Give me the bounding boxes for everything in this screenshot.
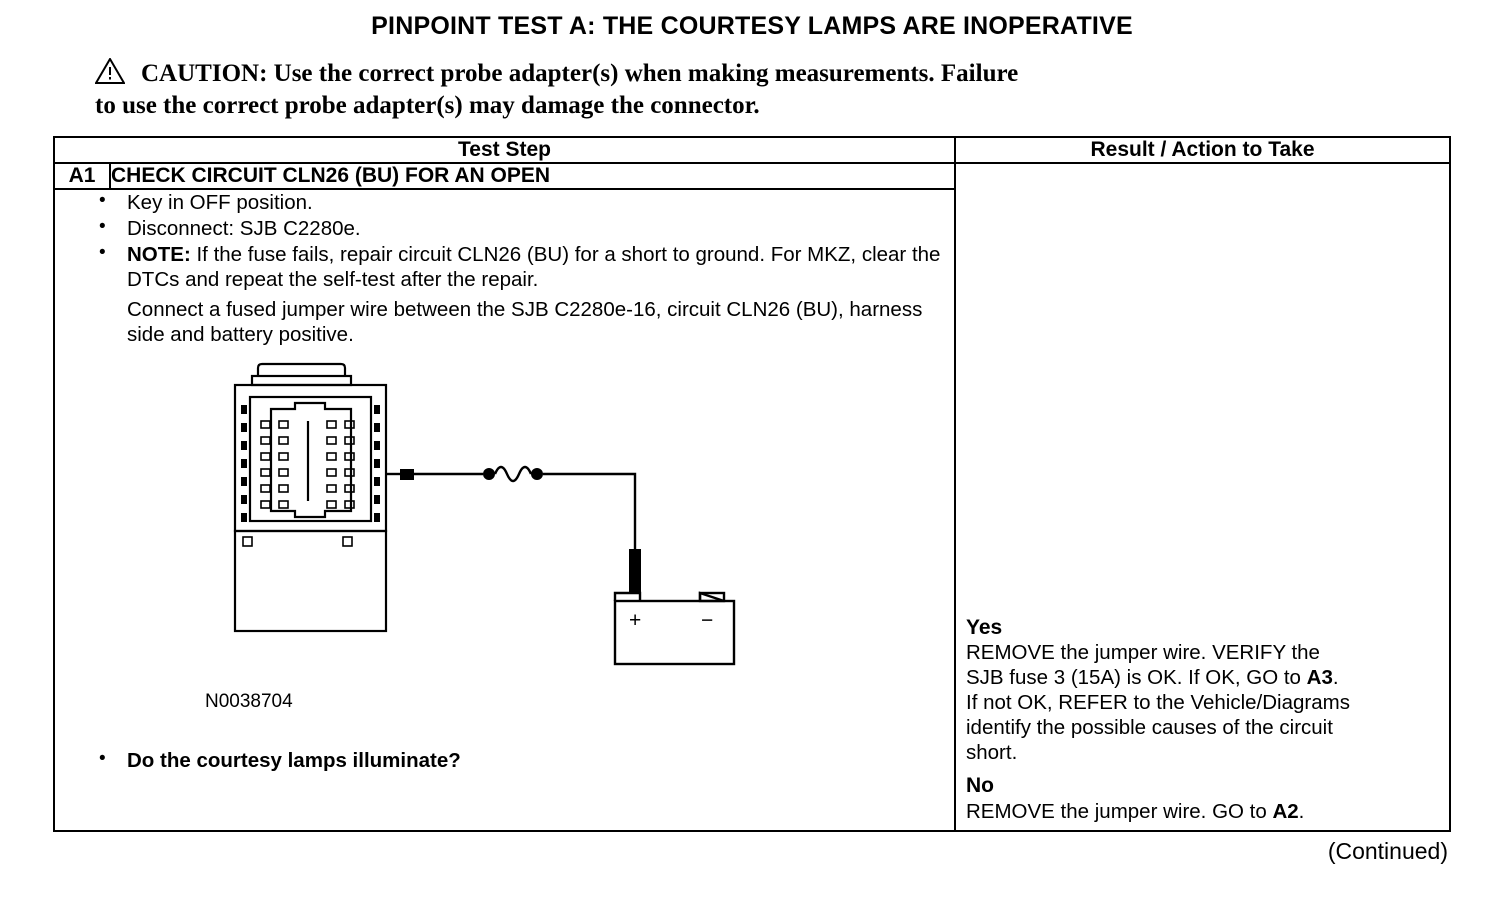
result-no-ref-a2: A2: [1272, 800, 1299, 823]
result-yes-line-2-end: .: [1332, 666, 1339, 690]
result-yes-ref-a3: A3: [1306, 666, 1333, 690]
figure-id: N0038704: [205, 691, 293, 712]
step-title: CHECK CIRCUIT CLN26 (BU) FOR AN OPEN: [110, 163, 955, 189]
page-title: PINPOINT TEST A: THE COURTESY LAMPS ARE INOPERATIVE: [371, 12, 1133, 40]
caution-text-line-2: to use the correct probe adapter(s) may damage the connector.: [95, 92, 760, 119]
result-no-line-1-end: .: [1298, 800, 1305, 823]
result-yes-line-4: identify the possible causes of the circuit: [966, 716, 1333, 740]
caution-text-line-1: CAUTION: Use the correct probe adapter(s) when making measurements. Failure: [141, 60, 1019, 87]
result-yes-line-1: REMOVE the jumper wire. VERIFY the: [966, 641, 1320, 665]
continued-label: (Continued): [1327, 838, 1448, 864]
connector-battery-diagram: [55, 361, 900, 731]
step-question: [55, 731, 954, 783]
pinpoint-test-table: [53, 136, 1451, 832]
wiring-figure: [55, 361, 954, 731]
header-test-step: Test Step: [54, 137, 955, 163]
result-action-cell: [955, 163, 1450, 831]
list-item: [99, 216, 942, 241]
bullet-icon: •: [99, 242, 106, 263]
result-yes-line-3: If not OK, REFER to the Vehicle/Diagrams: [966, 691, 1350, 715]
result-yes-line-2: SJB fuse 3 (15A) is OK. If OK, GO to: [966, 666, 1307, 690]
result-yes-text: [966, 640, 1445, 765]
table-step-row: [54, 163, 1450, 189]
result-yes-label: Yes: [966, 615, 1003, 639]
step-paragraph: Connect a fused jumper wire between the SJB C2280e-16, circuit CLN26 (BU), harness side and battery positive.: [127, 298, 923, 346]
note-label: NOTE:: [127, 243, 191, 266]
battery-negative-label: −: [701, 609, 714, 632]
header-result-action: Result / Action to Take: [955, 137, 1450, 163]
bullet-text-2: Disconnect: SJB C2280e.: [127, 217, 361, 240]
step-id: A1: [54, 163, 110, 189]
bullet-text-3: If the fuse fails, repair circuit CLN26 (BU) for a short to ground. For MKZ, clear the DTCs and repeat the self-test after the repair.: [127, 243, 941, 291]
step-bullet-list: [55, 190, 954, 292]
step-body-cell: [54, 189, 955, 831]
bullet-icon: •: [99, 748, 106, 769]
list-item: [99, 242, 942, 292]
table-header-row: [54, 137, 1450, 163]
result-yes-line-5: short.: [966, 741, 1018, 765]
bullet-icon: •: [99, 216, 106, 237]
caution-block: [0, 55, 1504, 122]
warning-triangle-icon: [95, 58, 125, 84]
list-item: [99, 190, 942, 215]
bullet-icon: •: [99, 190, 106, 211]
result-no-line-1: REMOVE the jumper wire. GO to: [966, 800, 1273, 823]
result-no-label: No: [966, 774, 994, 798]
battery-positive-label: +: [629, 609, 642, 632]
step-question-text: Do the courtesy lamps illuminate?: [127, 749, 461, 772]
bullet-text-1: Key in OFF position.: [127, 191, 313, 214]
document-page: [0, 12, 1504, 920]
result-no-text: [966, 799, 1445, 824]
